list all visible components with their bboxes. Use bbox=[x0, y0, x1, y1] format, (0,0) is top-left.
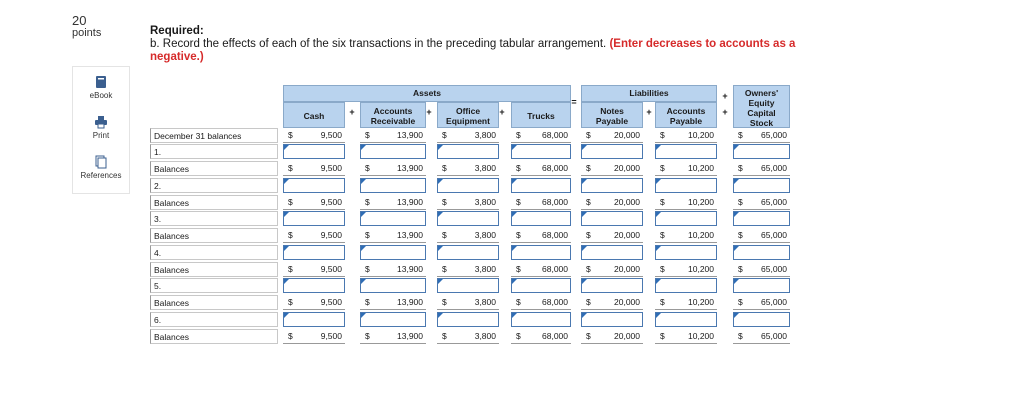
balance-cell: $ 68,000 bbox=[511, 329, 571, 344]
transaction-input-cell[interactable] bbox=[733, 144, 790, 159]
transaction-label: 4. bbox=[150, 245, 278, 260]
balance-cell: $ 20,000 bbox=[581, 329, 643, 344]
references-icon bbox=[94, 155, 108, 169]
transaction-input-cell[interactable] bbox=[733, 211, 790, 226]
transaction-amount-input[interactable] bbox=[438, 249, 498, 262]
transaction-label: 3. bbox=[150, 211, 278, 226]
transaction-amount-input[interactable] bbox=[438, 182, 498, 195]
transaction-input-cell[interactable] bbox=[581, 211, 643, 226]
transaction-input-cell[interactable] bbox=[360, 245, 426, 260]
transaction-input-cell[interactable] bbox=[733, 245, 790, 260]
transaction-amount-input[interactable] bbox=[512, 283, 570, 296]
transaction-amount-input[interactable] bbox=[582, 283, 642, 296]
column-header: Office Equipment bbox=[437, 102, 499, 128]
instructions-title: Required: bbox=[150, 25, 204, 37]
sidebar-item-print[interactable] bbox=[73, 115, 129, 140]
transaction-amount-input[interactable] bbox=[284, 283, 344, 296]
balance-cell: $ 13,900 bbox=[360, 228, 426, 243]
transaction-label: 1. bbox=[150, 144, 278, 159]
column-header: Notes Payable bbox=[581, 102, 643, 128]
resource-sidebar bbox=[72, 66, 130, 194]
balance-cell: $ 10,200 bbox=[655, 195, 717, 210]
transaction-input-cell[interactable] bbox=[283, 178, 345, 193]
balance-cell: $ 13,900 bbox=[360, 128, 426, 143]
transaction-input-cell[interactable] bbox=[581, 144, 643, 159]
column-header: Owners' Equity Capital Stock bbox=[733, 85, 790, 128]
transaction-input-cell[interactable] bbox=[581, 245, 643, 260]
transaction-amount-input[interactable] bbox=[512, 316, 570, 329]
transaction-label: 5. bbox=[150, 278, 278, 293]
transaction-input-cell[interactable] bbox=[360, 178, 426, 193]
balance-cell: $ 3,800 bbox=[437, 262, 499, 277]
transaction-input-cell[interactable] bbox=[511, 144, 571, 159]
balance-cell: $ 13,900 bbox=[360, 262, 426, 277]
balance-cell: $ 3,800 bbox=[437, 128, 499, 143]
balance-cell: $ 10,200 bbox=[655, 329, 717, 344]
transaction-input-cell[interactable] bbox=[437, 178, 499, 193]
transaction-input-cell[interactable] bbox=[360, 144, 426, 159]
equals-sign: = bbox=[571, 97, 577, 107]
transaction-input-cell[interactable] bbox=[283, 312, 345, 327]
plus-sign: + bbox=[426, 107, 432, 117]
column-header: Accounts Receivable bbox=[360, 102, 426, 128]
book-icon bbox=[94, 75, 108, 89]
transaction-amount-input[interactable] bbox=[284, 182, 344, 195]
balance-cell: $ 65,000 bbox=[733, 128, 790, 143]
transaction-input-cell[interactable] bbox=[581, 178, 643, 193]
balances-label: Balances bbox=[150, 295, 278, 310]
points-label: points bbox=[72, 27, 102, 39]
transaction-input-cell[interactable] bbox=[511, 178, 571, 193]
transaction-amount-input[interactable] bbox=[361, 316, 425, 329]
transaction-input-cell[interactable] bbox=[437, 278, 499, 293]
balance-cell: $ 65,000 bbox=[733, 295, 790, 310]
transaction-amount-input[interactable] bbox=[284, 249, 344, 262]
transaction-amount-input[interactable] bbox=[582, 216, 642, 229]
balance-cell: $ 9,500 bbox=[283, 228, 345, 243]
transaction-input-cell[interactable] bbox=[360, 211, 426, 226]
transaction-amount-input[interactable] bbox=[284, 149, 344, 162]
transaction-amount-input[interactable] bbox=[361, 182, 425, 195]
sidebar-item-label: eBook bbox=[89, 91, 113, 100]
balance-cell: $ 65,000 bbox=[733, 262, 790, 277]
balance-cell: $ 10,200 bbox=[655, 161, 717, 176]
transaction-input-cell[interactable] bbox=[733, 312, 790, 327]
transaction-input-cell[interactable] bbox=[581, 278, 643, 293]
balance-cell: $ 20,000 bbox=[581, 128, 643, 143]
transaction-input-cell[interactable] bbox=[437, 211, 499, 226]
balance-cell: $ 10,200 bbox=[655, 128, 717, 143]
transaction-amount-input[interactable] bbox=[512, 182, 570, 195]
points-indicator bbox=[72, 15, 101, 39]
transaction-input-cell[interactable] bbox=[283, 211, 345, 226]
transaction-amount-input[interactable] bbox=[512, 249, 570, 262]
balance-cell: $ 10,200 bbox=[655, 295, 717, 310]
balance-cell: $ 20,000 bbox=[581, 161, 643, 176]
transaction-input-cell[interactable] bbox=[283, 144, 345, 159]
transaction-amount-input[interactable] bbox=[656, 316, 716, 329]
printer-icon bbox=[94, 115, 108, 129]
instructions-body bbox=[150, 38, 830, 64]
transaction-input-cell[interactable] bbox=[655, 178, 717, 193]
transaction-amount-input[interactable] bbox=[438, 283, 498, 296]
transaction-amount-input[interactable] bbox=[734, 149, 789, 162]
transaction-amount-input[interactable] bbox=[582, 316, 642, 329]
transaction-input-cell[interactable] bbox=[655, 144, 717, 159]
column-header: Accounts Payable bbox=[655, 102, 717, 128]
transaction-input-cell[interactable] bbox=[437, 312, 499, 327]
transaction-input-cell[interactable] bbox=[733, 278, 790, 293]
transaction-amount-input[interactable] bbox=[656, 216, 716, 229]
balance-cell: $ 68,000 bbox=[511, 195, 571, 210]
transaction-amount-input[interactable] bbox=[734, 182, 789, 195]
column-header: Trucks bbox=[511, 102, 571, 128]
transaction-input-cell[interactable] bbox=[655, 278, 717, 293]
transaction-input-cell[interactable] bbox=[511, 278, 571, 293]
transaction-input-cell[interactable] bbox=[655, 245, 717, 260]
transaction-amount-input[interactable] bbox=[361, 149, 425, 162]
transaction-amount-input[interactable] bbox=[656, 283, 716, 296]
balance-cell: $ 13,900 bbox=[360, 295, 426, 310]
balance-cell: $ 9,500 bbox=[283, 329, 345, 344]
balance-cell: $ 68,000 bbox=[511, 262, 571, 277]
balance-cell: $ 13,900 bbox=[360, 195, 426, 210]
instructions bbox=[150, 25, 830, 64]
transaction-amount-input[interactable] bbox=[734, 216, 789, 229]
sidebar-item-label: References bbox=[80, 171, 122, 180]
opening-balance-label: December 31 balances bbox=[150, 128, 278, 143]
transaction-input-cell[interactable] bbox=[283, 245, 345, 260]
transaction-amount-input[interactable] bbox=[438, 216, 498, 229]
balances-label: Balances bbox=[150, 161, 278, 176]
transaction-amount-input[interactable] bbox=[438, 316, 498, 329]
balance-cell: $ 20,000 bbox=[581, 195, 643, 210]
sidebar-item-ebook[interactable] bbox=[73, 75, 129, 100]
balance-cell: $ 9,500 bbox=[283, 161, 345, 176]
transaction-amount-input[interactable] bbox=[656, 182, 716, 195]
balance-cell: $ 10,200 bbox=[655, 228, 717, 243]
transaction-amount-input[interactable] bbox=[284, 216, 344, 229]
transaction-input-cell[interactable] bbox=[511, 312, 571, 327]
balance-cell: $ 68,000 bbox=[511, 128, 571, 143]
transaction-amount-input[interactable] bbox=[656, 149, 716, 162]
balance-cell: $ 65,000 bbox=[733, 228, 790, 243]
balance-cell: $ 3,800 bbox=[437, 329, 499, 344]
sidebar-item-references[interactable] bbox=[73, 155, 129, 180]
balance-cell: $ 68,000 bbox=[511, 295, 571, 310]
transaction-amount-input[interactable] bbox=[284, 316, 344, 329]
balance-cell: $ 3,800 bbox=[437, 161, 499, 176]
transaction-input-cell[interactable] bbox=[360, 278, 426, 293]
balances-label: Balances bbox=[150, 228, 278, 243]
transaction-input-cell[interactable] bbox=[733, 178, 790, 193]
transaction-label: 2. bbox=[150, 178, 278, 193]
transaction-amount-input[interactable] bbox=[582, 149, 642, 162]
transaction-amount-input[interactable] bbox=[734, 283, 789, 296]
balance-cell: $ 3,800 bbox=[437, 195, 499, 210]
liabilities-header: Liabilities bbox=[581, 85, 717, 102]
plus-sign: + bbox=[722, 107, 728, 117]
balance-cell: $ 20,000 bbox=[581, 262, 643, 277]
transaction-amount-input[interactable] bbox=[438, 149, 498, 162]
balance-cell: $ 9,500 bbox=[283, 295, 345, 310]
transaction-amount-input[interactable] bbox=[656, 249, 716, 262]
instructions-note: (Enter decreases to accounts as a negative.) bbox=[150, 38, 796, 63]
balances-label: Balances bbox=[150, 195, 278, 210]
plus-sign: + bbox=[499, 107, 505, 117]
balance-cell: $ 9,500 bbox=[283, 262, 345, 277]
balance-cell: $ 20,000 bbox=[581, 295, 643, 310]
balances-label: Balances bbox=[150, 262, 278, 277]
transaction-input-cell[interactable] bbox=[283, 278, 345, 293]
transaction-amount-input[interactable] bbox=[734, 249, 789, 262]
points-value: 20 bbox=[72, 13, 87, 28]
balance-cell: $ 13,900 bbox=[360, 329, 426, 344]
transaction-amount-input[interactable] bbox=[361, 216, 425, 229]
plus-sign: + bbox=[646, 107, 652, 117]
transaction-amount-input[interactable] bbox=[582, 249, 642, 262]
transaction-label: 6. bbox=[150, 312, 278, 327]
balance-cell: $ 68,000 bbox=[511, 228, 571, 243]
transaction-input-cell[interactable] bbox=[511, 245, 571, 260]
transaction-amount-input[interactable] bbox=[512, 149, 570, 162]
transaction-input-cell[interactable] bbox=[655, 211, 717, 226]
balance-cell: $ 3,800 bbox=[437, 295, 499, 310]
transaction-amount-input[interactable] bbox=[734, 316, 789, 329]
balance-cell: $ 13,900 bbox=[360, 161, 426, 176]
transaction-amount-input[interactable] bbox=[361, 249, 425, 262]
balance-cell: $ 20,000 bbox=[581, 228, 643, 243]
assets-header: Assets bbox=[283, 85, 571, 102]
transaction-amount-input[interactable] bbox=[582, 182, 642, 195]
plus-sign: + bbox=[349, 107, 355, 117]
column-header: Cash bbox=[283, 102, 345, 128]
balance-cell: $ 9,500 bbox=[283, 128, 345, 143]
transaction-input-cell[interactable] bbox=[511, 211, 571, 226]
balance-cell: $ 10,200 bbox=[655, 262, 717, 277]
transaction-input-cell[interactable] bbox=[437, 144, 499, 159]
balance-cell: $ 65,000 bbox=[733, 329, 790, 344]
balance-cell: $ 65,000 bbox=[733, 195, 790, 210]
balances-label: Balances bbox=[150, 329, 278, 344]
transaction-input-cell[interactable] bbox=[655, 312, 717, 327]
balance-cell: $ 68,000 bbox=[511, 161, 571, 176]
transaction-amount-input[interactable] bbox=[512, 216, 570, 229]
instructions-text: b. Record the effects of each of the six transactions in the preceding tabular arrangement. bbox=[150, 38, 607, 50]
balance-cell: $ 65,000 bbox=[733, 161, 790, 176]
plus-sign: + bbox=[722, 91, 728, 101]
transaction-amount-input[interactable] bbox=[361, 283, 425, 296]
balance-cell: $ 9,500 bbox=[283, 195, 345, 210]
transaction-input-cell[interactable] bbox=[360, 312, 426, 327]
balance-cell: $ 3,800 bbox=[437, 228, 499, 243]
transaction-input-cell[interactable] bbox=[581, 312, 643, 327]
sidebar-item-label: Print bbox=[92, 131, 110, 140]
transaction-input-cell[interactable] bbox=[437, 245, 499, 260]
